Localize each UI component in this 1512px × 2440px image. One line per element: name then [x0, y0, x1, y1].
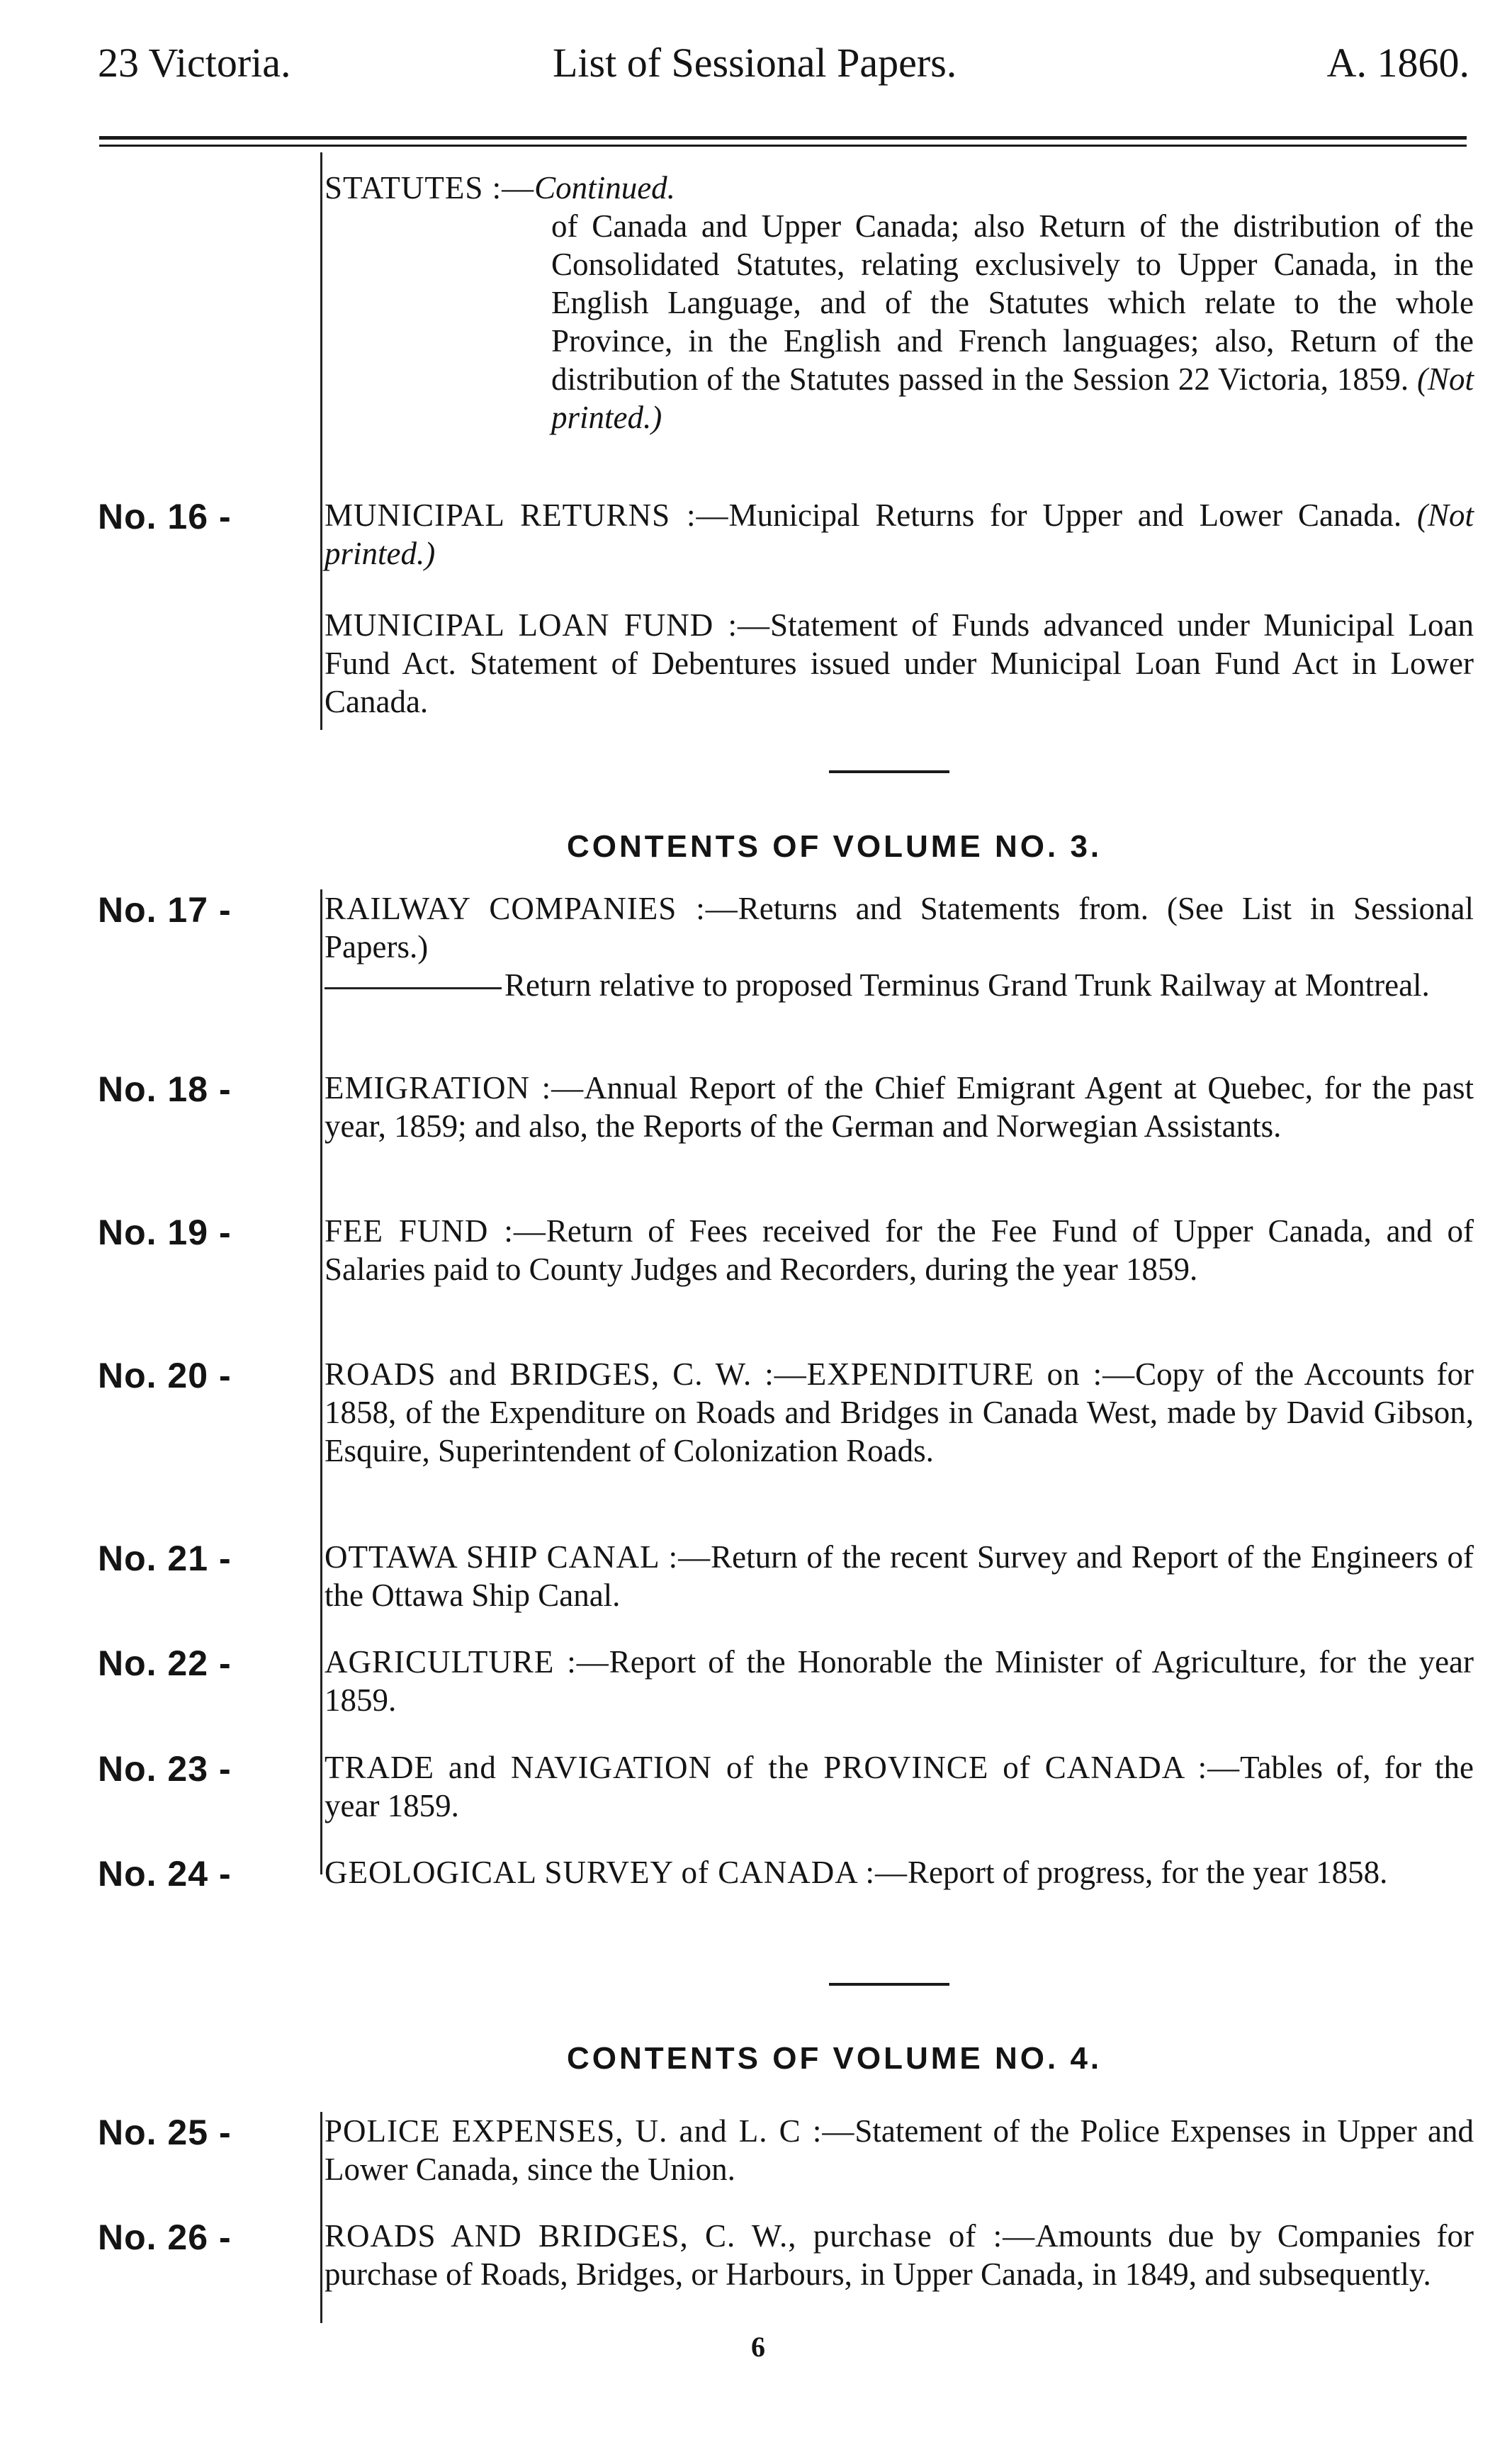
paper-number: No. 25 - [98, 2113, 232, 2152]
entry-text: Tables of, for the year 1859. [325, 1750, 1474, 1823]
entry-text: Annual Report of the Chief Emigrant Agent at Quebec, for the past year, 1859; and also, the Reports of the German and Norwegian Assistants. [325, 1070, 1474, 1144]
paper-number: No. 18 - [98, 1069, 232, 1109]
entry-municipal-returns [325, 496, 1474, 573]
entry-municipal-loan-fund [325, 606, 1474, 721]
paper-number: No. 19 - [98, 1213, 232, 1252]
entry-text: Statement of the Police Expenses in Upper and Lower Canada, since the Union. [325, 2113, 1474, 2187]
entry-heading: EMIGRATION :— [325, 1070, 585, 1106]
entry-heading: TRADE and NAVIGATION of the PROVINCE of CANADA :— [325, 1750, 1241, 1785]
entry-text: Amounts due by Companies for purchase of Roads, Bridges, or Harbours, in Upper Canada, in 1849, and subsequently. [325, 2218, 1474, 2292]
header-year: A. 1860. [1326, 40, 1469, 86]
entry-emigration [325, 1069, 1474, 1145]
entry-statutes [325, 169, 1474, 437]
entry-heading: MUNICIPAL RETURNS :— [325, 497, 729, 533]
entry-heading: ROADS and BRIDGES, C. W. :—EXPENDITURE on :— [325, 1356, 1136, 1392]
entry-roads-bridges-expenditure [325, 1355, 1474, 1470]
entry-text: Return of Fees received for the Fee Fund of Upper Canada, and of Salaries paid to County Judges and Recorders, during the year 1859. [325, 1213, 1474, 1287]
margin-line [320, 889, 322, 1874]
entry-railway-companies [325, 889, 1474, 1004]
header-session: 23 Victoria. [98, 40, 291, 86]
entry-heading: AGRICULTURE :— [325, 1644, 609, 1680]
paper-number: No. 17 - [98, 890, 232, 930]
header-rule-thin [99, 145, 1467, 147]
entry-heading: POLICE EXPENSES, U. and L. C :— [325, 2113, 855, 2149]
section-rule [829, 770, 949, 773]
paper-number: No. 16 - [98, 497, 232, 536]
volume-3-title: CONTENTS OF VOLUME NO. 3. [567, 829, 1102, 864]
volume-4-title: CONTENTS OF VOLUME NO. 4. [567, 2041, 1102, 2076]
entry-trade-navigation [325, 1748, 1474, 1825]
entry-heading: RAILWAY COMPANIES :— [325, 891, 738, 926]
page-header [0, 39, 1512, 96]
entry-text: Return of the recent Survey and Report of the Engineers of the Ottawa Ship Canal. [325, 1539, 1474, 1613]
entry-fee-fund [325, 1212, 1474, 1288]
entry-text: Report of progress, for the year 1858. [908, 1855, 1388, 1890]
paper-number: No. 26 - [98, 2217, 232, 2257]
entry-roads-bridges-purchase [325, 2217, 1474, 2293]
entry-text: Returns and Statements from. (See List in Sessional Papers.) [325, 891, 1474, 965]
margin-line [320, 2112, 322, 2323]
entry-heading: OTTAWA SHIP CANAL :— [325, 1539, 711, 1575]
entry-heading: STATUTES :— [325, 170, 535, 206]
paper-number: No. 20 - [98, 1356, 232, 1395]
ditto-line [325, 987, 502, 989]
entry-heading: FEE FUND :— [325, 1213, 546, 1249]
entry-agriculture [325, 1643, 1474, 1719]
continued-label: Continued. [534, 170, 675, 206]
entry-text: Copy of the Accounts for 1858, of the Expenditure on Roads and Bridges in Canada West, made by David Gibson, Esquire, Superintendent of Colonization Roads. [325, 1356, 1474, 1468]
entry-geological-survey [325, 1853, 1474, 1891]
entry-text: of Canada and Upper Canada; also Return of the distribution of the Consolidated Statutes, relating exclusively to Upper Canada, in the English Language, and of the Statutes which relate to the whole Province, in the English and French languages; also, Return of the distribution of the Statutes passed in the Session 22 Victoria, 1859. [551, 208, 1474, 397]
page-number: 6 [751, 2331, 765, 2363]
paper-number: No. 23 - [98, 1749, 232, 1789]
section-rule [829, 1983, 949, 1986]
entry-note: (Not printed.) [325, 497, 1474, 571]
entry-heading: GEOLOGICAL SURVEY of CANADA :— [325, 1855, 908, 1890]
entry-subtext: Return relative to proposed Terminus Grand Trunk Railway at Montreal. [504, 967, 1430, 1003]
header-title: List of Sessional Papers. [553, 40, 957, 86]
paper-number: No. 22 - [98, 1643, 232, 1683]
entry-heading: ROADS AND BRIDGES, C. W., purchase of :— [325, 2218, 1036, 2254]
entry-heading: MUNICIPAL LOAN FUND :— [325, 607, 771, 643]
header-rule-thick [99, 136, 1467, 140]
entry-ottawa-ship-canal [325, 1538, 1474, 1614]
entry-text: Statement of Funds advanced under Municipal Loan Fund Act. Statement of Debentures issued under Municipal Loan Fund Act in Lower Canada. [325, 607, 1474, 719]
entry-text: Municipal Returns for Upper and Lower Canada. [728, 497, 1402, 533]
paper-number: No. 21 - [98, 1539, 232, 1578]
entry-police-expenses [325, 2112, 1474, 2188]
entry-note: (Not printed.) [551, 361, 1474, 435]
entry-text: Report of the Honorable the Minister of Agriculture, for the year 1859. [325, 1644, 1474, 1718]
margin-line [320, 152, 322, 730]
paper-number: No. 24 - [98, 1854, 232, 1894]
